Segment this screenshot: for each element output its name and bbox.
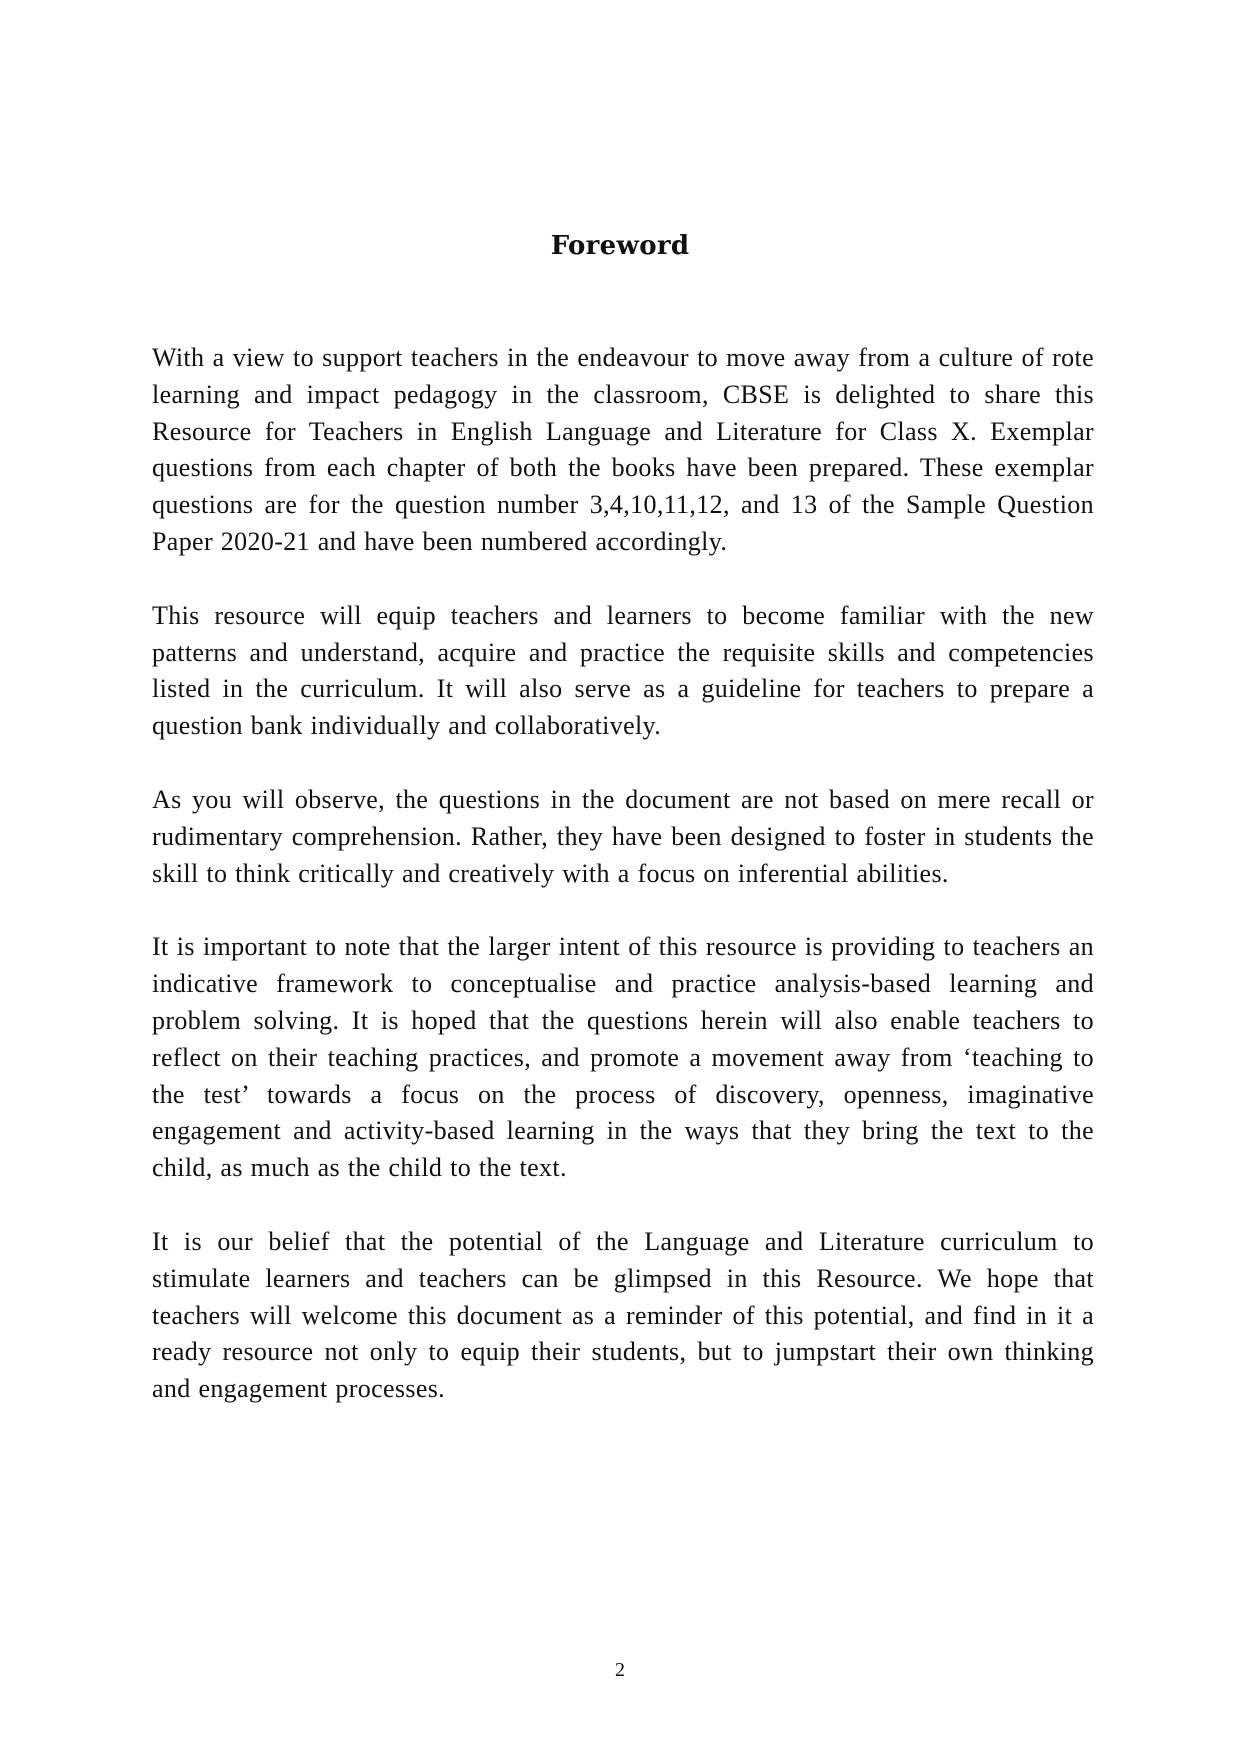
paragraph-resource-purpose: This resource will equip teachers and learners to become familiar with the new patterns and understand, acquire and practice the requisite skills and competencies listed in the curriculum. It will also serve as a guideline for teachers to prepare a question bank individually and collaboratively. — [152, 600, 1094, 741]
paragraph-conclusion: It is our belief that the potential of the Language and Literature curriculum to stimulate learners and teachers can be glimpsed in this Resource. We hope that teachers will welcome this document as a reminder of this potential, and find in it a ready resource not only to equip their students, but to jumpstart their own thinking and engagement processes. — [152, 1226, 1094, 1404]
paragraph-question-design: As you will observe, the questions in the document are not based on mere recall or rudimentary comprehension. Rather, they have been designed to foster in students the skill to think critically and creatively with a focus on inferential abilities. — [152, 784, 1094, 888]
paragraph-intro: With a view to support teachers in the endeavour to move away from a culture of rote learning and impact pedagogy in the classroom, CBSE is delighted to share this Resource for Teachers in English Language and Literature for Class X. Exemplar questions from each chapter of both the books have been prepared. These exemplar questions are for the question number 3,4,10,11,12, and 13 of the Sample Question Paper 2020-21 and have been numbered accordingly. — [152, 343, 1094, 556]
page-number: 2 — [615, 1659, 625, 1681]
foreword-body — [152, 340, 1094, 1445]
paragraph-larger-intent: It is important to note that the larger intent of this resource is providing to teachers an indicative framework to conceptualise and practice analysis-based learning and problem solving. It is hoped that the questions herein will also enable teachers to reflect on their teaching practices, and promote a movement away from ‘teaching to the test’ towards a focus on the process of discovery, openness, imaginative engagement and activity-based learning in the ways that they bring the text to the child, as much as the child to the text. — [152, 932, 1094, 1183]
page-title: Foreword — [550, 231, 690, 261]
